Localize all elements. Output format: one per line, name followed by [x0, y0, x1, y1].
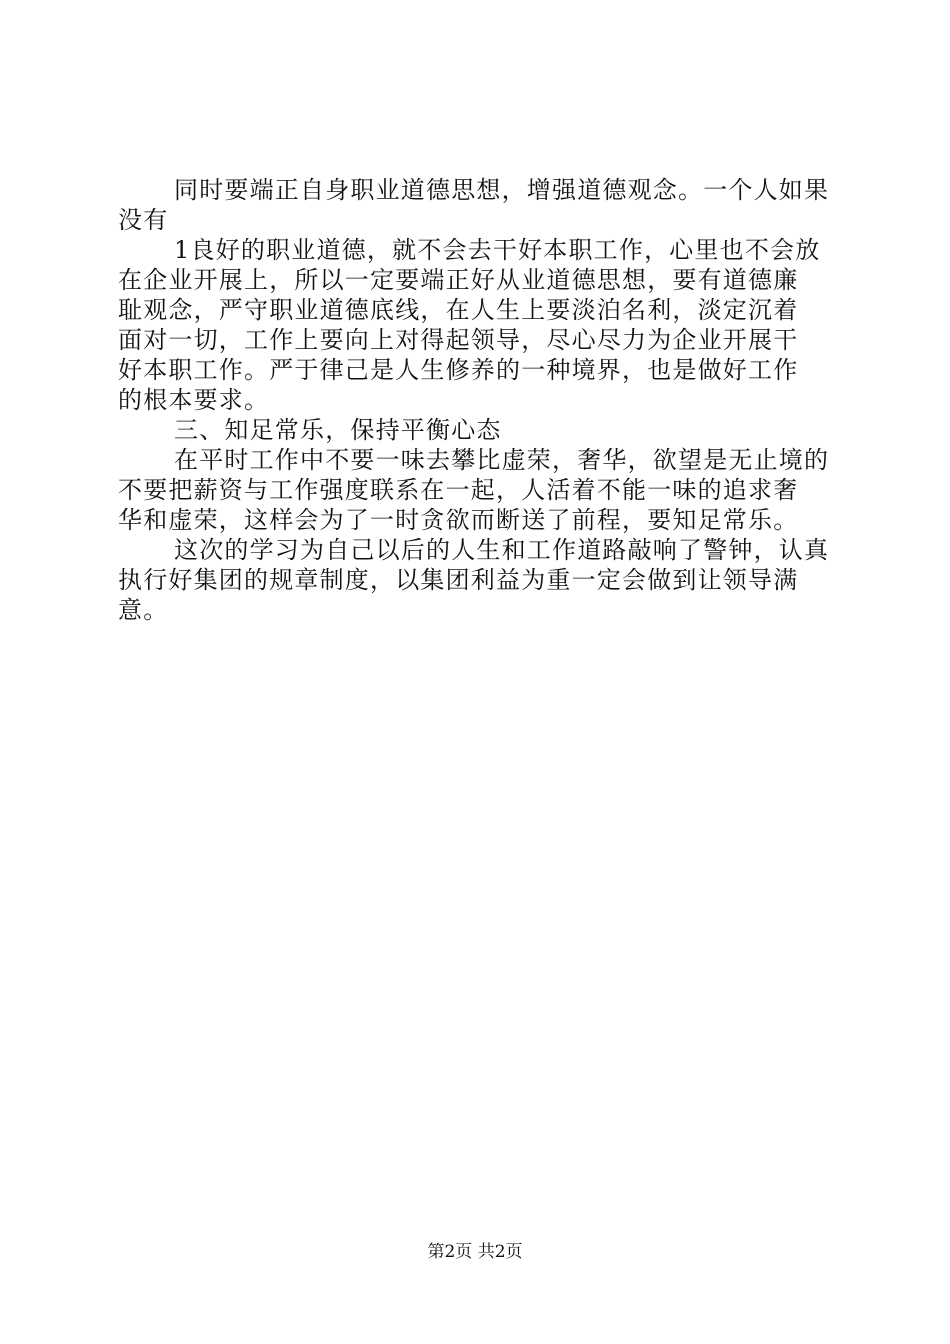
paragraph-line: 执行好集团的规章制度，以集团利益为重一定会做到让领导满 [118, 566, 799, 594]
page-number-footer: 第2页 共2页 [427, 1242, 523, 1262]
paragraph-line: 在企业开展上，所以一定要端正好从业道德思想，要有道德廉 [118, 266, 799, 294]
paragraph-line: 没有 [118, 206, 169, 234]
paragraph-line: 不要把薪资与工作强度联系在一起，人活着不能一味的追求奢 [118, 476, 799, 504]
paragraph-line: 这次的学习为自己以后的人生和工作道路敲响了警钟，认真 [174, 536, 830, 564]
paragraph-line: 华和虚荣，这样会为了一时贪欲而断送了前程，要知足常乐。 [118, 506, 799, 534]
document-body [118, 175, 834, 625]
paragraph-line: 面对一切，工作上要向上对得起领导，尽心尽力为企业开展干 [118, 326, 799, 354]
paragraph-line: 耻观念，严守职业道德底线，在人生上要淡泊名利，淡定沉着 [118, 296, 799, 324]
paragraph-line: 的根本要求。 [118, 386, 270, 414]
paragraph-line: 好本职工作。严于律己是人生修养的一种境界，也是做好工作 [118, 356, 799, 384]
paragraph-line: 1良好的职业道德，就不会去干好本职工作，心里也不会放 [174, 236, 821, 264]
paragraph-line: 同时要端正自身职业道德思想，增强道德观念。一个人如果 [174, 176, 830, 204]
paragraph-line: 在平时工作中不要一味去攀比虚荣，奢华，欲望是无止境的 [174, 446, 830, 474]
paragraph-line: 意。 [118, 596, 169, 624]
section-heading: 三、知足常乐，保持平衡心态 [174, 416, 502, 444]
